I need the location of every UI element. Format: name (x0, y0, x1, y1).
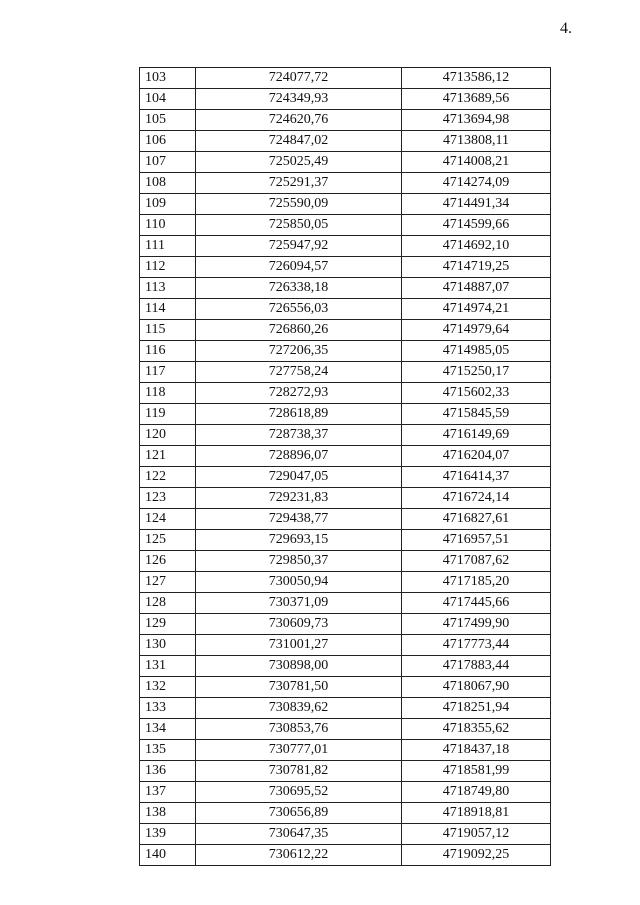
y-coordinate-cell: 4718581,99 (402, 761, 551, 782)
table-row (140, 467, 551, 488)
x-coordinate-cell: 729850,37 (196, 551, 402, 572)
point-number-cell: 107 (140, 152, 196, 173)
x-coordinate-cell: 730609,73 (196, 614, 402, 635)
y-coordinate-cell: 4717883,44 (402, 656, 551, 677)
table-row (140, 488, 551, 509)
point-number-cell: 127 (140, 572, 196, 593)
y-coordinate-cell: 4719057,12 (402, 824, 551, 845)
table-row (140, 404, 551, 425)
point-number-cell: 114 (140, 299, 196, 320)
coordinates-table-body (140, 68, 551, 866)
point-number-cell: 140 (140, 845, 196, 866)
y-coordinate-cell: 4717087,62 (402, 551, 551, 572)
y-coordinate-cell: 4718749,80 (402, 782, 551, 803)
y-coordinate-cell: 4715250,17 (402, 362, 551, 383)
table-row (140, 782, 551, 803)
y-coordinate-cell: 4717499,90 (402, 614, 551, 635)
table-row (140, 446, 551, 467)
y-coordinate-cell: 4714719,25 (402, 257, 551, 278)
table-row (140, 89, 551, 110)
y-coordinate-cell: 4716204,07 (402, 446, 551, 467)
table-row (140, 677, 551, 698)
x-coordinate-cell: 727758,24 (196, 362, 402, 383)
y-coordinate-cell: 4719092,25 (402, 845, 551, 866)
x-coordinate-cell: 729231,83 (196, 488, 402, 509)
point-number-cell: 108 (140, 173, 196, 194)
x-coordinate-cell: 730898,00 (196, 656, 402, 677)
x-coordinate-cell: 728618,89 (196, 404, 402, 425)
x-coordinate-cell: 725291,37 (196, 173, 402, 194)
point-number-cell: 110 (140, 215, 196, 236)
table-row (140, 341, 551, 362)
point-number-cell: 126 (140, 551, 196, 572)
table-row (140, 551, 551, 572)
x-coordinate-cell: 730839,62 (196, 698, 402, 719)
table-row (140, 383, 551, 404)
x-coordinate-cell: 730647,35 (196, 824, 402, 845)
y-coordinate-cell: 4716827,61 (402, 509, 551, 530)
x-coordinate-cell: 730781,50 (196, 677, 402, 698)
y-coordinate-cell: 4715602,33 (402, 383, 551, 404)
y-coordinate-cell: 4713689,56 (402, 89, 551, 110)
x-coordinate-cell: 730853,76 (196, 719, 402, 740)
x-coordinate-cell: 724847,02 (196, 131, 402, 152)
point-number-cell: 135 (140, 740, 196, 761)
x-coordinate-cell: 730050,94 (196, 572, 402, 593)
point-number-cell: 130 (140, 635, 196, 656)
point-number-cell: 138 (140, 803, 196, 824)
y-coordinate-cell: 4716149,69 (402, 425, 551, 446)
x-coordinate-cell: 729047,05 (196, 467, 402, 488)
x-coordinate-cell: 724077,72 (196, 68, 402, 89)
y-coordinate-cell: 4714274,09 (402, 173, 551, 194)
point-number-cell: 120 (140, 425, 196, 446)
x-coordinate-cell: 729438,77 (196, 509, 402, 530)
point-number-cell: 103 (140, 68, 196, 89)
point-number-cell: 129 (140, 614, 196, 635)
table-row (140, 425, 551, 446)
x-coordinate-cell: 730695,52 (196, 782, 402, 803)
x-coordinate-cell: 724349,93 (196, 89, 402, 110)
table-row (140, 740, 551, 761)
x-coordinate-cell: 730612,22 (196, 845, 402, 866)
table-row (140, 320, 551, 341)
point-number-cell: 137 (140, 782, 196, 803)
x-coordinate-cell: 725850,05 (196, 215, 402, 236)
y-coordinate-cell: 4718067,90 (402, 677, 551, 698)
coordinates-table (139, 67, 551, 866)
y-coordinate-cell: 4714887,07 (402, 278, 551, 299)
y-coordinate-cell: 4714974,21 (402, 299, 551, 320)
point-number-cell: 133 (140, 698, 196, 719)
point-number-cell: 104 (140, 89, 196, 110)
table-row (140, 278, 551, 299)
x-coordinate-cell: 726556,03 (196, 299, 402, 320)
x-coordinate-cell: 728272,93 (196, 383, 402, 404)
x-coordinate-cell: 725025,49 (196, 152, 402, 173)
y-coordinate-cell: 4714985,05 (402, 341, 551, 362)
point-number-cell: 123 (140, 488, 196, 509)
point-number-cell: 122 (140, 467, 196, 488)
table-row (140, 68, 551, 89)
point-number-cell: 112 (140, 257, 196, 278)
table-row (140, 152, 551, 173)
table-row (140, 236, 551, 257)
y-coordinate-cell: 4717185,20 (402, 572, 551, 593)
point-number-cell: 113 (140, 278, 196, 299)
point-number-cell: 134 (140, 719, 196, 740)
table-row (140, 131, 551, 152)
table-row (140, 635, 551, 656)
y-coordinate-cell: 4713808,11 (402, 131, 551, 152)
x-coordinate-cell: 730777,01 (196, 740, 402, 761)
table-row (140, 845, 551, 866)
table-row (140, 110, 551, 131)
y-coordinate-cell: 4716414,37 (402, 467, 551, 488)
table-row (140, 257, 551, 278)
table-row (140, 824, 551, 845)
point-number-cell: 131 (140, 656, 196, 677)
table-row (140, 698, 551, 719)
table-row (140, 173, 551, 194)
table-row (140, 530, 551, 551)
y-coordinate-cell: 4714599,66 (402, 215, 551, 236)
x-coordinate-cell: 730656,89 (196, 803, 402, 824)
y-coordinate-cell: 4714979,64 (402, 320, 551, 341)
point-number-cell: 118 (140, 383, 196, 404)
y-coordinate-cell: 4713694,98 (402, 110, 551, 131)
table-row (140, 593, 551, 614)
y-coordinate-cell: 4718355,62 (402, 719, 551, 740)
x-coordinate-cell: 725590,09 (196, 194, 402, 215)
x-coordinate-cell: 731001,27 (196, 635, 402, 656)
point-number-cell: 121 (140, 446, 196, 467)
table-row (140, 362, 551, 383)
table-row (140, 215, 551, 236)
page-number: 4. (560, 20, 572, 37)
x-coordinate-cell: 726338,18 (196, 278, 402, 299)
table-row (140, 299, 551, 320)
x-coordinate-cell: 728738,37 (196, 425, 402, 446)
table-row (140, 761, 551, 782)
y-coordinate-cell: 4714692,10 (402, 236, 551, 257)
y-coordinate-cell: 4718437,18 (402, 740, 551, 761)
point-number-cell: 106 (140, 131, 196, 152)
point-number-cell: 125 (140, 530, 196, 551)
y-coordinate-cell: 4715845,59 (402, 404, 551, 425)
point-number-cell: 128 (140, 593, 196, 614)
point-number-cell: 132 (140, 677, 196, 698)
x-coordinate-cell: 729693,15 (196, 530, 402, 551)
table-row (140, 803, 551, 824)
y-coordinate-cell: 4714008,21 (402, 152, 551, 173)
point-number-cell: 136 (140, 761, 196, 782)
x-coordinate-cell: 728896,07 (196, 446, 402, 467)
y-coordinate-cell: 4718251,94 (402, 698, 551, 719)
point-number-cell: 105 (140, 110, 196, 131)
table-row (140, 509, 551, 530)
table-row (140, 656, 551, 677)
x-coordinate-cell: 726094,57 (196, 257, 402, 278)
table-row (140, 614, 551, 635)
y-coordinate-cell: 4713586,12 (402, 68, 551, 89)
y-coordinate-cell: 4717773,44 (402, 635, 551, 656)
y-coordinate-cell: 4714491,34 (402, 194, 551, 215)
y-coordinate-cell: 4718918,81 (402, 803, 551, 824)
point-number-cell: 139 (140, 824, 196, 845)
table-row (140, 719, 551, 740)
point-number-cell: 111 (140, 236, 196, 257)
y-coordinate-cell: 4716957,51 (402, 530, 551, 551)
y-coordinate-cell: 4717445,66 (402, 593, 551, 614)
point-number-cell: 124 (140, 509, 196, 530)
point-number-cell: 119 (140, 404, 196, 425)
x-coordinate-cell: 730781,82 (196, 761, 402, 782)
table-row (140, 572, 551, 593)
x-coordinate-cell: 727206,35 (196, 341, 402, 362)
x-coordinate-cell: 726860,26 (196, 320, 402, 341)
table-row (140, 194, 551, 215)
point-number-cell: 109 (140, 194, 196, 215)
point-number-cell: 117 (140, 362, 196, 383)
x-coordinate-cell: 724620,76 (196, 110, 402, 131)
point-number-cell: 115 (140, 320, 196, 341)
y-coordinate-cell: 4716724,14 (402, 488, 551, 509)
x-coordinate-cell: 730371,09 (196, 593, 402, 614)
point-number-cell: 116 (140, 341, 196, 362)
x-coordinate-cell: 725947,92 (196, 236, 402, 257)
